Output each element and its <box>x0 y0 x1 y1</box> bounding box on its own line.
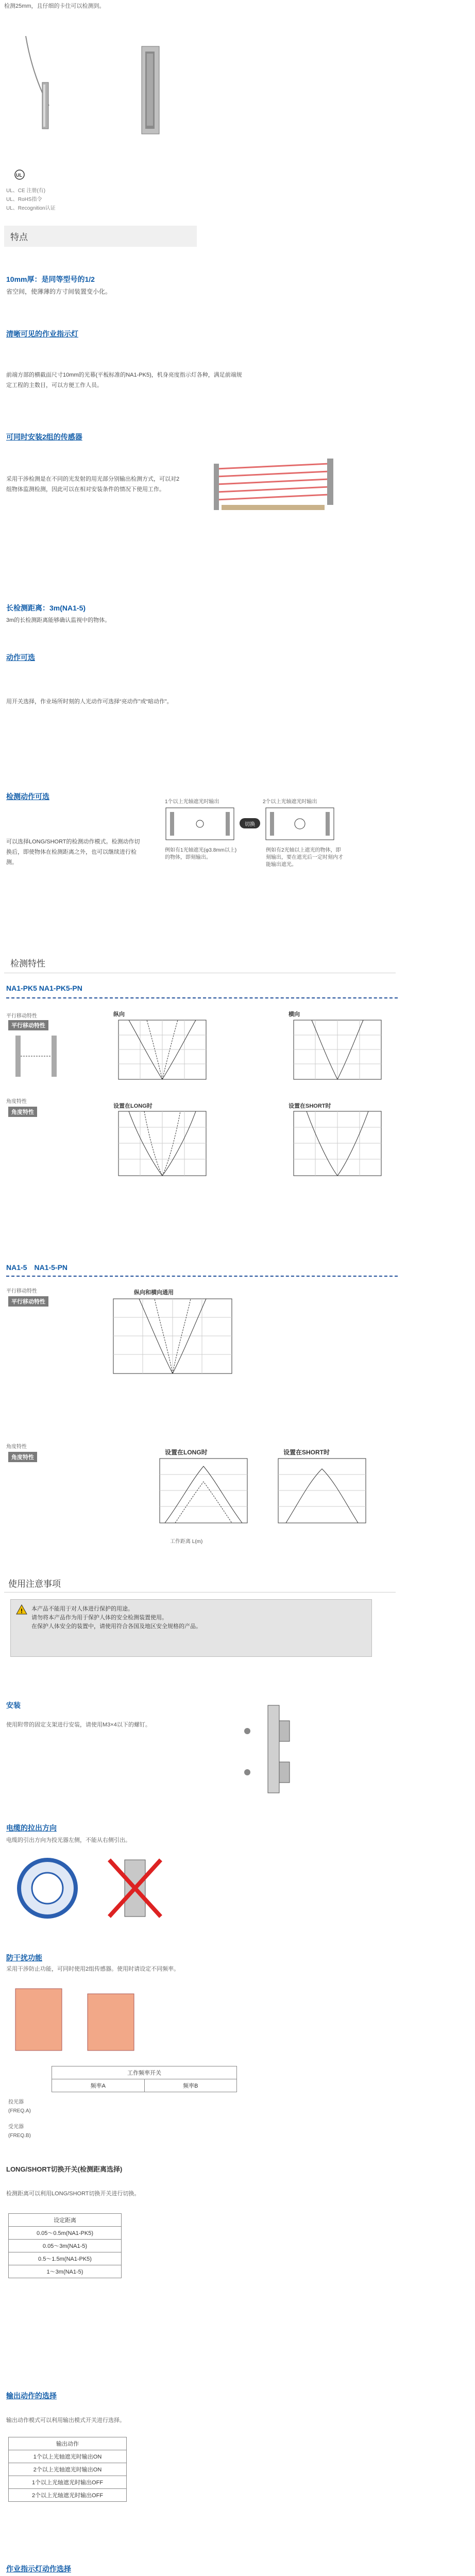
ls-row: 0.5～1.5m(NA1-PK5) <box>9 2252 122 2265</box>
cert-list <box>6 187 56 213</box>
freq-row2 <box>8 2123 31 2140</box>
ls-row: 0.05～3m(NA1-5) <box>9 2240 122 2252</box>
interference-diagram <box>10 1984 165 2056</box>
direction-title: 电缆的拉出方向 <box>6 1824 57 1832</box>
parallel-tag: 平行移动特性 <box>8 1020 48 1030</box>
install-text: 使用附带的固定支架进行安装，请使用M3×4以下的螺钉。 <box>6 1722 151 1728</box>
chart-angle-long <box>108 1109 211 1186</box>
feature-4-title: 长检测距离：3m(NA1-5) <box>6 604 86 612</box>
freq-a: 频率A <box>52 2079 145 2092</box>
diagram-left-note: 例如有1光轴遮光(φ3.8mm以上)的物体，即刻输出。 <box>165 848 237 860</box>
warning-line: 请勿将本产品作为用于保护人体的安全检测装置使用。 <box>31 1615 167 1621</box>
chart-long-title: 设置在LONG时 <box>113 1103 152 1109</box>
warning-box <box>10 1599 372 1657</box>
xaxis-label: 工作距离 L(m) <box>170 1539 203 1545</box>
long-short-text: 检测距离可以利用LONG/SHORT切换开关进行切换。 <box>6 2191 140 2197</box>
features-heading: 特点 <box>4 226 197 247</box>
feature-6-text: 可以选择LONG/SHORT的检测动作模式。检测动作切换后，即使物体在检测距离之外，也可以继续进行检测。 <box>6 839 140 866</box>
chart-long-title-2: 设置在LONG时 <box>165 1449 208 1456</box>
feature-2-title: 清晰可见的作业指示灯 <box>6 330 78 338</box>
chart-short-title: 设置在SHORT时 <box>289 1103 331 1109</box>
warning-text <box>31 1605 361 1631</box>
op-select-title: 输出动作的选择 <box>6 2392 57 2400</box>
warning-line: 在保护人体安全的装置中，请使用符合各国及地区安全规格的产品。 <box>31 1623 201 1630</box>
parallel-diagram-1 <box>10 1030 67 1087</box>
op-select-text: 输出动作模式可以利用输出模式开关进行选择。 <box>6 2417 125 2424</box>
sensor-left-icon <box>42 82 48 129</box>
op-row: 2个以上光轴遮光时输出OFF <box>9 2489 127 2502</box>
angle-box-1 <box>8 1107 37 1117</box>
long-short-table <box>8 2213 122 2278</box>
chart-horizontal-title: 纵向 <box>113 1011 125 1018</box>
op-row: 2个以上光轴遮光时输出ON <box>9 2463 127 2476</box>
cert-line: UL、RoHS指令 <box>6 197 42 202</box>
parallel-box-1 <box>8 1020 48 1030</box>
diagram-left-title: 1个以上光轴遮光时输出 <box>165 799 219 805</box>
angle-box-2 <box>8 1452 37 1462</box>
angle-label-1: 角度特性 <box>6 1099 27 1105</box>
angle-tag: 角度特性 <box>8 1107 37 1117</box>
chart-angle-long-2 <box>149 1456 252 1533</box>
detection-mode-diagram <box>165 798 350 895</box>
freq-row1-label: 投光器 <box>8 2099 24 2105</box>
parallel-label-2: 平行移动特性 <box>6 1289 37 1294</box>
detection-heading: 检测特性 <box>10 959 45 969</box>
feature-5-text: 用开关选择，作业场所时刻的人光动作可选择“亮动作”或“暗动作”。 <box>6 699 173 705</box>
op-row: 1个以上光轴遮光时输出OFF <box>9 2476 127 2489</box>
feature-3-title: 可同时安装2组的传感器 <box>6 433 82 441</box>
product-images <box>10 15 196 139</box>
intro-text: 检测25mm，且仔细的卡住可以检测到。 <box>4 3 105 9</box>
chart-common-title: 纵向和横向通用 <box>134 1290 174 1296</box>
freq-row2-set: (FREQ.B) <box>8 2133 31 2139</box>
cable-direction-diagram <box>6 1850 192 1927</box>
parallel-box-2 <box>8 1296 48 1307</box>
feature-1-text: 省空间，使薄薄的方寸间装置变小化。 <box>6 288 112 295</box>
model2-title: NA1-5 NA1-5-PN <box>6 1263 68 1272</box>
parallel-label-1: 平行移动特性 <box>6 1013 37 1019</box>
svg-text:UL: UL <box>16 173 22 178</box>
freq-row2-label: 受光器 <box>8 2124 24 2130</box>
diagram-right-note: 例如有2光轴以上遮光的物体，即刻输出，要在遮光后一定时刻内才能输出遮光。 <box>266 848 343 868</box>
chart-angle-short-2 <box>268 1456 371 1533</box>
feature-1-title: 10mm厚：是同等型号的1/2 <box>6 275 95 283</box>
freq-header: 工作频率开关 <box>52 2066 237 2079</box>
freq-row1 <box>8 2098 31 2115</box>
freq-row1-set: (FREQ.A) <box>8 2108 31 2114</box>
freq-b: 频率B <box>144 2079 237 2092</box>
op-select-table <box>8 2437 127 2502</box>
emitter-bar <box>214 464 219 510</box>
chart-vertical <box>283 1018 386 1090</box>
feature-6-title: 检测动作可选 <box>6 792 49 801</box>
direction-text: 电缆的引出方向为投光器左侧，不能从右侧引出。 <box>6 1837 131 1843</box>
interference-title: 防干扰功能 <box>6 1954 42 1962</box>
op-header: 输出动作 <box>9 2437 127 2450</box>
cert-line: UL、CE 注册(有) <box>6 188 46 194</box>
install-diagram <box>227 1700 330 1798</box>
cert-line: UL、Recognition认证 <box>6 206 56 211</box>
feature-5-title: 动作可选 <box>6 653 35 662</box>
object-plate <box>222 505 325 510</box>
cautions-heading: 使用注意事项 <box>8 1579 61 1589</box>
model1-title: NA1-PK5 NA1-PK5-PN <box>6 984 82 992</box>
interference-text: 采用干涉防止功能，可同时使用2组传感器。使用时请设定不同频率。 <box>6 1966 180 1972</box>
switch-label: 切换 <box>245 822 255 827</box>
beam-lines <box>216 464 330 500</box>
ul-logo-icon <box>13 169 29 180</box>
frequency-table <box>52 2066 237 2092</box>
receiver-bar <box>327 459 333 505</box>
op-display-title: 作业指示灯动作选择 <box>6 2565 71 2573</box>
ls-header: 设定距离 <box>9 2214 122 2227</box>
op-row: 1个以上光轴遮光时输出ON <box>9 2450 127 2463</box>
chart-vertical-title: 横向 <box>289 1011 300 1018</box>
svg-text:!: ! <box>21 1607 23 1615</box>
long-short-title: LONG/SHORT切换开关(检测距离选择) <box>6 2165 123 2173</box>
ls-row: 1～3m(NA1-5) <box>9 2265 122 2278</box>
feature-4-text: 3m的长检测距离能够确认监视中的物体。 <box>6 617 111 623</box>
model1-divider <box>6 997 398 998</box>
warning-line: 本产品不能用于对人体进行保护的用途。 <box>31 1606 133 1612</box>
multi-sensor-diagram <box>206 453 350 526</box>
install-title: 安装 <box>6 1701 21 1709</box>
chart-parallel-2 <box>103 1296 237 1384</box>
sensor-right-icon <box>142 46 159 134</box>
model2-divider <box>6 1276 398 1277</box>
angle-tag-2: 角度特性 <box>8 1452 37 1462</box>
chart-short-title-2: 设置在SHORT时 <box>283 1449 330 1456</box>
diagram-right-title: 2个以上光轴遮光时输出 <box>263 799 317 805</box>
warning-icon <box>16 1604 27 1615</box>
parallel-tag-2: 平行移动特性 <box>8 1296 48 1307</box>
feature-2-text: 前端方部的横截面尺寸10mm的光幕(平板标准的NA1-PK5)，机身亮度指示灯各种，满足前端规定工程的主数目，可以方便工作人员。 <box>6 372 242 388</box>
chart-horizontal <box>108 1018 211 1090</box>
ls-row: 0.05～0.5m(NA1-PK5) <box>9 2227 122 2240</box>
angle-label-2: 角度特性 <box>6 1444 27 1450</box>
feature-3-text: 采用干涉检测是在不同的光发射的用光部分别输出检测方式，可以对2组物体监测检测，因此可以在相对安装条件的情况下使用工作。 <box>6 476 180 493</box>
chart-angle-short <box>283 1109 386 1186</box>
